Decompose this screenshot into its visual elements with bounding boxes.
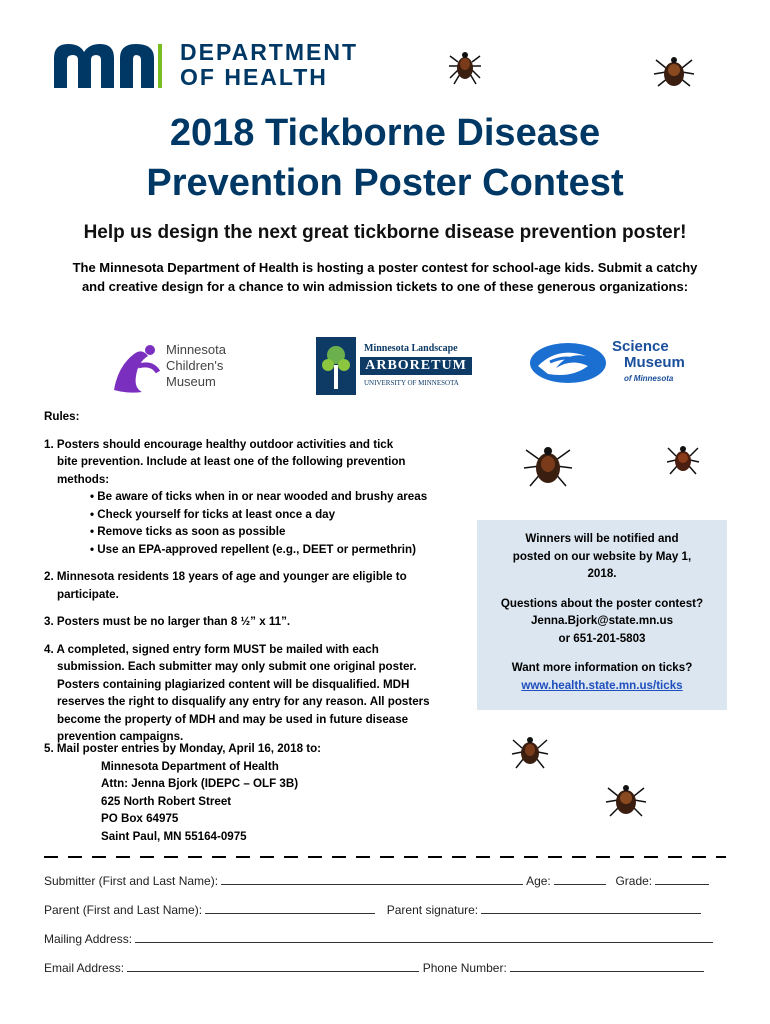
info-box xyxy=(477,520,727,710)
phone-field[interactable] xyxy=(510,959,704,972)
tick-icon xyxy=(652,52,696,94)
mailing-address: Minnesota Department of Health Attn: Jenna Bjork (IDEPC – OLF 3B) 625 North Robert Street PO Box 64975 Saint Paul, MN 55164-0975 xyxy=(101,759,299,843)
tick-icon xyxy=(520,440,576,496)
tick-icon xyxy=(448,46,482,86)
form-row-mailing: Mailing Address: xyxy=(44,930,713,946)
list-item: • Be aware of ticks when in or near wooded and brushy areas xyxy=(90,488,444,506)
contact-info: Questions about the poster contest? Jenna.Bjork@state.mn.us or 651-201-5803 xyxy=(500,596,704,645)
tick-icon xyxy=(604,778,648,822)
science-museum-name: Science Museum of Minnesota xyxy=(612,338,685,383)
rule-4-line: 4. A completed, signed entry form MUST be mailed with each xyxy=(44,642,379,656)
list-item: • Check yourself for ticks at least once a day xyxy=(90,506,444,524)
list-item: • Remove ticks as soon as possible xyxy=(90,523,444,541)
contact-email: Jenna.Bjork@state.mn.us xyxy=(530,614,674,627)
ticks-website-link[interactable]: www.health.state.mn.us/ticks xyxy=(521,678,683,692)
rules-heading: Rules: xyxy=(44,410,80,423)
mail-section xyxy=(44,740,321,845)
parent-name-field[interactable] xyxy=(205,901,375,914)
more-info: Want more information on ticks? www.health.state.mn.us/ticks xyxy=(511,661,693,692)
rule-1-rest: bite prevention. Include at least one of the following prevention methods: xyxy=(57,455,406,486)
rule-4-rest: submission. Each submitter may only submit one original poster. Posters containing plagiarized content will be disqualified. MDH reserves the right to disqualify any entry for any reason. All posters become the property of MDH and may be used in future disease prevention campaigns. xyxy=(57,660,430,743)
intro-text: The Minnesota Department of Health is hosting a poster contest for school-age kids. Submit a catchy and creative design for a chance to win admission tickets to one of these generous organizations: xyxy=(72,260,698,294)
rule-3: 3. Posters must be no larger than 8 ½” x 11”. xyxy=(44,615,291,628)
page-title: 2018 Tickborne Disease Prevention Poster Contest xyxy=(146,112,624,204)
rule-2-line: 2. Minnesota residents 18 years of age and younger are eligible to xyxy=(44,570,407,583)
rules-section xyxy=(44,408,444,746)
page-subtitle: Help us design the next great tickborne disease prevention poster! xyxy=(83,222,687,243)
prevention-methods-list xyxy=(44,488,444,558)
mailing-address-field[interactable] xyxy=(135,930,713,943)
tree-icon xyxy=(316,337,356,395)
department-of-health-wordmark: DEPARTMENT OF HEALTH xyxy=(180,39,359,90)
tick-icon xyxy=(666,440,700,478)
tick-icon xyxy=(510,732,550,772)
form-row-email: Email Address: Phone Number: xyxy=(44,959,704,975)
winners-notice: Winners will be notified and posted on our website by May 1, 2018. xyxy=(512,532,692,580)
parent-signature-field[interactable] xyxy=(481,901,701,914)
cut-line xyxy=(44,854,726,860)
rule-1-line: 1. Posters should encourage healthy outdoor activities and tick xyxy=(44,437,394,451)
email-field[interactable] xyxy=(127,959,419,972)
rule-2-rest: participate. xyxy=(57,587,119,601)
form-row-parent: Parent (First and Last Name): Parent signature: xyxy=(44,901,701,917)
form-row-submitter: Submitter (First and Last Name): Age: Grade: xyxy=(44,872,709,888)
submitter-name-field[interactable] xyxy=(221,872,523,885)
arboretum-logo: Minnesota Landscape ARBORETUM UNIVERSITY OF MINNESOTA xyxy=(316,337,474,395)
mail-heading: 5. Mail poster entries by Monday, April 16, 2018 to: xyxy=(44,742,322,755)
contact-phone: or 651-201-5803 xyxy=(558,631,646,645)
list-item: • Use an EPA-approved repellent (e.g., DEET or permethrin) xyxy=(90,541,444,559)
childrens-museum-name: Minnesota Children's Museum xyxy=(166,342,226,389)
age-field[interactable] xyxy=(554,872,606,885)
grade-field[interactable] xyxy=(655,872,709,885)
